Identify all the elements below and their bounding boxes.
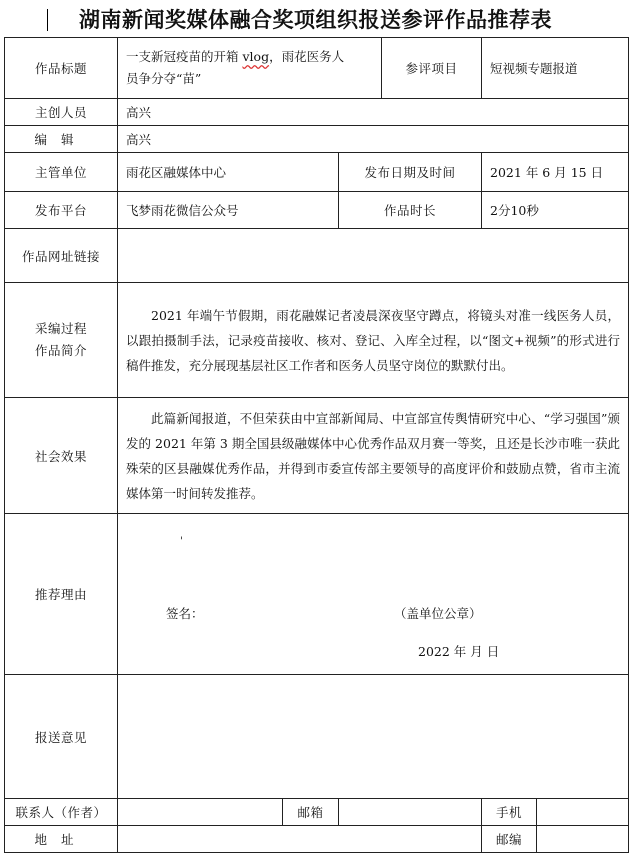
work-title-value[interactable]: 一支新冠疫苗的开箱 vlog，雨花医务人 员争分夺“苗” (118, 38, 382, 99)
process-label: 采编过程 作品简介 (5, 283, 118, 398)
row-editor (5, 126, 629, 153)
unit-value[interactable]: 雨花区融媒体中心 (118, 153, 339, 192)
recommendation-form-table (4, 37, 629, 853)
row-platform (5, 192, 629, 229)
editor-value[interactable]: 高兴 (118, 126, 629, 153)
recommend-date: 2022 年 月 日 (418, 644, 500, 659)
creator-label: 主创人员 (5, 99, 118, 126)
contact-label: 联系人（作者） (5, 799, 118, 826)
work-title-label: 作品标题 (5, 38, 118, 99)
unit-label: 主管单位 (5, 153, 118, 192)
row-effect (5, 398, 629, 514)
publish-date-value[interactable]: 2021 年 6 月 15 日 (482, 153, 629, 192)
category-label: 参评项目 (382, 38, 482, 99)
category-value[interactable]: 短视频专题报道 (482, 38, 629, 99)
effect-text[interactable]: 此篇新闻报道，不但荣获由中宣部新闻局、中宣部宣传舆情研究中心、“学习强国”颁发的 2021 年第 3 期全国县级融媒体中心优秀作品双月赛一等奖，且还是长沙市唯一获此殊荣的区县融媒优秀作品，并得到市委宣传部主要领导的高度评价和鼓励点赞，省市主流媒体第一时间转发推荐。 (118, 398, 629, 514)
platform-label: 发布平台 (5, 192, 118, 229)
link-value[interactable] (118, 229, 629, 283)
opinion-value[interactable] (118, 675, 629, 799)
publish-date-label: 发布日期及时间 (339, 153, 482, 192)
signature-label: 签名： (166, 606, 204, 621)
recommend-area[interactable] (118, 514, 629, 675)
link-label: 作品网址链接 (5, 229, 118, 283)
row-creator (5, 99, 629, 126)
row-unit (5, 153, 629, 192)
creator-value[interactable]: 高兴 (118, 99, 629, 126)
postcode-value[interactable] (537, 826, 629, 853)
recommend-label: 推荐理由 (5, 514, 118, 675)
email-value[interactable] (339, 799, 482, 826)
seal-label: （盖单位公章） (394, 606, 482, 621)
effect-label: 社会效果 (5, 398, 118, 514)
duration-value[interactable]: 2分10秒 (482, 192, 629, 229)
stray-mark: ' (180, 536, 183, 547)
address-label: 地址 (5, 826, 118, 853)
platform-value[interactable]: 飞梦雨花微信公众号 (118, 192, 339, 229)
process-text[interactable]: 2021 年端午节假期，雨花融媒记者凌晨深夜坚守蹲点，将镜头对准一线医务人员，以跟拍摄制手法，记录疫苗接收、核对、登记、入库全过程，以“图文+视频”的形式进行稿件推发，充分展现基层社区工作者和医务人员坚守岗位的默默付出。 (118, 283, 629, 398)
phone-value[interactable] (537, 799, 629, 826)
opinion-label: 报送意见 (5, 675, 118, 799)
contact-value[interactable] (118, 799, 283, 826)
row-process (5, 283, 629, 398)
phone-label: 手机 (482, 799, 537, 826)
postcode-label: 邮编 (482, 826, 537, 853)
form-title: 湖南新闻奖媒体融合奖项组织报送参评作品推荐表 (79, 8, 552, 32)
duration-label: 作品时长 (339, 192, 482, 229)
spellcheck-word: vlog (242, 49, 270, 64)
text-cursor (47, 9, 48, 31)
row-work-title (5, 38, 629, 99)
row-recommend (5, 514, 629, 675)
row-address (5, 826, 629, 853)
row-contact (5, 799, 629, 826)
row-opinion (5, 675, 629, 799)
email-label: 邮箱 (283, 799, 339, 826)
editor-label: 编辑 (5, 126, 118, 153)
row-link (5, 229, 629, 283)
address-value[interactable] (118, 826, 482, 853)
